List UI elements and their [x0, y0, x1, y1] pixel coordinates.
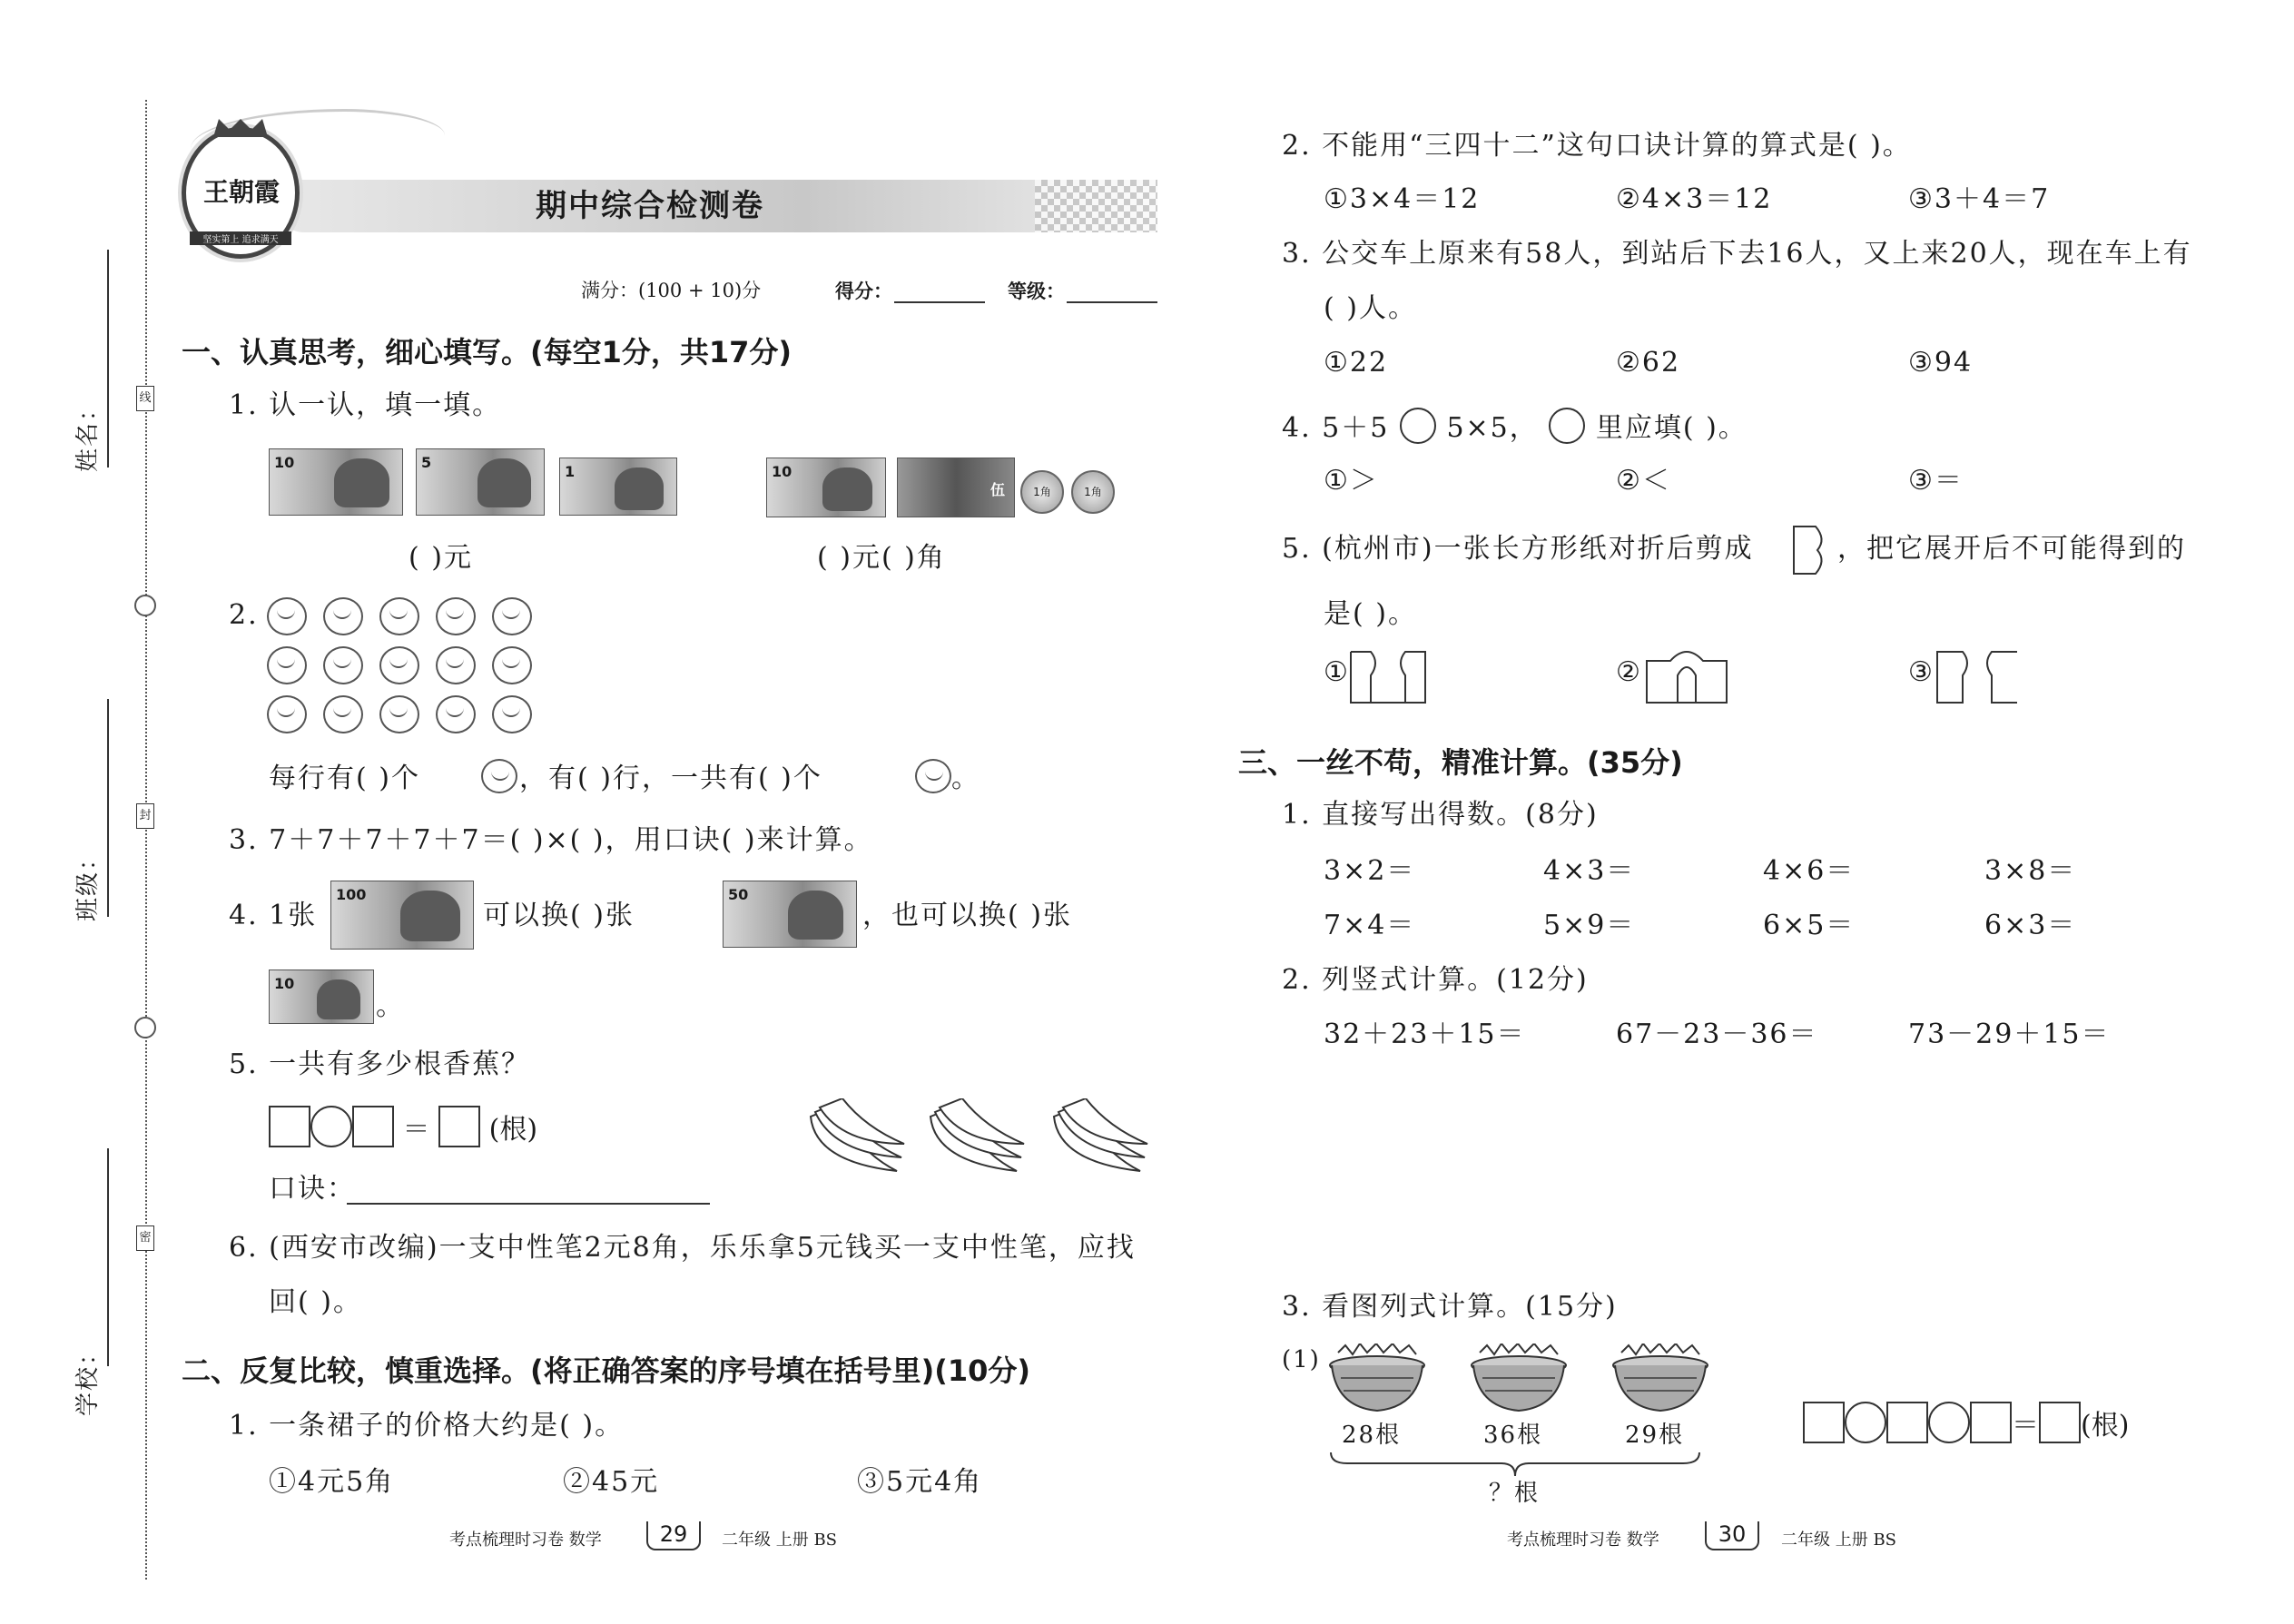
smiley-icon — [379, 695, 419, 733]
q2-2-option-1[interactable]: ①3×4＝12 — [1324, 183, 1481, 215]
section-2-title: 二、反复比较，慎重选择。(将正确答案的序号填在括号里)(10分) — [182, 1353, 1031, 1388]
q1-4-text-c[interactable]: ，也可以换( )张 — [862, 900, 1072, 931]
q3-1-item[interactable]: 6×5＝ — [1763, 910, 1856, 941]
q1-1-label: 1. 认一认，填一填。 — [229, 389, 502, 421]
q2-5-option-2[interactable]: ② — [1616, 656, 1642, 688]
smiley-icon — [267, 597, 307, 635]
checker-pattern — [1035, 180, 1157, 232]
banknote-10-yuan-b: 10 — [766, 458, 886, 517]
page-title: 期中综合检测卷 — [536, 188, 764, 224]
q1-5-equation[interactable]: ＝ (根) — [269, 1106, 537, 1147]
q1-1-blank-b[interactable]: ( )元( )角 — [817, 542, 946, 574]
side-cell-2: 封 — [136, 803, 154, 829]
q2-2-option-3[interactable]: ③3＋4＝7 — [1908, 183, 2051, 215]
q3-2-item[interactable]: 67－23－36＝ — [1616, 1019, 1818, 1050]
q1-5-koujue-label: 口诀： — [269, 1173, 356, 1205]
q1-3-text[interactable]: 3. 7＋7＋7＋7＋7＝( )×( )，用口诀( )来计算。 — [229, 824, 873, 856]
banana-bunch-icon — [1049, 1098, 1149, 1180]
q1-4-text-a: 4. 1张 — [229, 900, 318, 931]
q2-5-option-3[interactable]: ③ — [1908, 656, 1935, 688]
q1-2-text-c: 。 — [951, 763, 980, 794]
q2-3-option-1[interactable]: ①22 — [1324, 347, 1389, 379]
footer-right-page: 30 — [1705, 1521, 1759, 1550]
q3-1-item[interactable]: 5×9＝ — [1543, 910, 1636, 941]
side-cell-3: 密 — [136, 1225, 154, 1251]
smiley-icon — [436, 695, 476, 733]
banknote-10-yuan: 10 — [269, 448, 403, 516]
q3-1-item[interactable]: 4×6＝ — [1763, 855, 1856, 887]
q3-2-item[interactable]: 32＋23＋15＝ — [1324, 1019, 1526, 1050]
q1-2-text-a[interactable]: 每行有( )个 — [269, 763, 420, 794]
coin-1-jiao-b: 1角 — [1071, 470, 1115, 514]
coin-1-jiao: 1角 — [1020, 470, 1064, 514]
q3-1-item[interactable]: 3×8＝ — [1984, 855, 2077, 887]
q1-6-text2[interactable]: 回( )。 — [269, 1286, 362, 1318]
q2-2-option-2[interactable]: ②4×3＝12 — [1616, 183, 1773, 215]
crown-icon — [213, 119, 268, 137]
smiley-icon — [436, 646, 476, 684]
q3-2-item[interactable]: 73－29＋15＝ — [1908, 1019, 2111, 1050]
brand-logo — [182, 127, 300, 259]
q2-3-option-2[interactable]: ②62 — [1616, 347, 1681, 379]
q1-2-text-b[interactable]: ，有( )行，一共有( )个 — [519, 763, 822, 794]
smiley-icon — [323, 695, 363, 733]
q3-1-label: 1. 直接写出得数。(8分) — [1282, 799, 1599, 831]
score-label: 得分： — [835, 280, 892, 302]
footer-left-page: 29 — [646, 1521, 701, 1550]
q2-1-option-2[interactable]: ②45元 — [563, 1466, 660, 1498]
q1-5-koujue-field[interactable] — [347, 1203, 710, 1205]
smiley-icon — [492, 597, 532, 635]
binding-hole-icon — [134, 595, 156, 616]
footer-right-series: 考点梳理时习卷 数学 — [1507, 1530, 1659, 1550]
basket-label: 28根 — [1342, 1422, 1402, 1449]
footer-left-grade: 二年级 上册 BS — [722, 1530, 838, 1550]
basket-icon — [1610, 1343, 1710, 1416]
q2-5-text-b: ，把它展开后不可能得到的 — [1837, 533, 2186, 565]
banknote-5-yuan: 5 — [416, 448, 545, 516]
q3-1-item[interactable]: 6×3＝ — [1984, 910, 2077, 941]
q1-4-text-b[interactable]: 可以换( )张 — [483, 900, 635, 931]
total-label: ？根 — [1489, 1480, 1541, 1507]
q3-3-label: 3. 看图列式计算。(15分) — [1282, 1291, 1618, 1323]
banknote-10-yuan-c: 10 — [269, 969, 374, 1024]
q2-1-option-3[interactable]: ③5元4角 — [857, 1466, 983, 1498]
q2-5-text2[interactable]: 是( )。 — [1324, 598, 1417, 630]
smiley-icon — [267, 695, 307, 733]
banana-bunch-icon — [806, 1098, 906, 1180]
banknote-50-yuan: 50 — [723, 881, 857, 948]
shape-option-1-icon — [1349, 650, 1427, 704]
q2-5-text-a: 5. (杭州市)一张长方形纸对折后剪成 — [1282, 533, 1754, 565]
shape-option-2-icon — [1645, 650, 1728, 704]
q2-4-option-2[interactable]: ②＜ — [1616, 465, 1671, 497]
q3-1-item[interactable]: 7×4＝ — [1324, 910, 1416, 941]
basket-icon — [1327, 1343, 1427, 1416]
brand-motto: 坚实第上 追求满天 — [190, 231, 291, 245]
banknote-5-jiao: 伍 — [897, 458, 1015, 517]
smiley-icon — [323, 646, 363, 684]
smiley-icon — [379, 597, 419, 635]
q2-5-option-1[interactable]: ① — [1324, 656, 1350, 688]
binding-hole-icon — [134, 1017, 156, 1038]
q1-4-text-d: 。 — [376, 990, 405, 1022]
full-score: 满分：(100 + 10)分 — [581, 280, 762, 301]
brace-icon — [1329, 1451, 1701, 1478]
name-label: 姓名： — [74, 395, 102, 472]
grade-label: 等级： — [1008, 280, 1065, 302]
basket-label: 29根 — [1625, 1422, 1685, 1449]
compare-circle — [1400, 408, 1436, 444]
class-label: 班级： — [74, 844, 102, 921]
q3-3-sub: (1) — [1282, 1346, 1321, 1373]
compare-circle — [1549, 408, 1585, 444]
q2-4-option-1[interactable]: ①＞ — [1324, 465, 1379, 497]
score-field[interactable] — [894, 301, 985, 303]
q2-4-option-3[interactable]: ③＝ — [1908, 465, 1964, 497]
smiley-icon — [492, 695, 532, 733]
shape-option-3-icon — [1935, 650, 2019, 704]
section-3-title: 三、一丝不苟，精准计算。(35分) — [1238, 745, 1683, 780]
school-label: 学校： — [74, 1339, 102, 1416]
q3-1-item[interactable]: 4×3＝ — [1543, 855, 1636, 887]
q2-3-option-3[interactable]: ③94 — [1908, 347, 1974, 379]
smiley-icon — [915, 759, 951, 793]
q1-5-unit: (根) — [488, 1114, 538, 1146]
q2-3-text: 3. 公交车上原来有58人，到站后下去16人，又上来20人，现在车上有 — [1282, 238, 2192, 270]
footer-left-series: 考点梳理时习卷 数学 — [449, 1530, 602, 1550]
q2-2-text[interactable]: 2. 不能用“三四十二”这句口诀计算的算式是( )。 — [1282, 130, 1912, 162]
side-cell-1: 线 — [136, 386, 154, 411]
q1-5-label: 5. 一共有多少根香蕉？ — [229, 1048, 531, 1080]
grade-field[interactable] — [1067, 301, 1157, 303]
q3-1-item[interactable]: 3×2＝ — [1324, 855, 1416, 887]
q1-1-blank-a[interactable]: ( )元 — [409, 542, 473, 574]
smiley-icon — [267, 646, 307, 684]
basket-label: 36根 — [1483, 1422, 1543, 1449]
q1-2-label: 2. — [229, 599, 259, 631]
q2-3-text2[interactable]: ( )人。 — [1324, 292, 1417, 324]
banknote-1-yuan: 1 — [559, 458, 677, 516]
banknote-100-yuan: 100 — [330, 881, 474, 950]
basket-icon — [1469, 1343, 1569, 1416]
smiley-icon — [436, 597, 476, 635]
smiley-icon — [481, 759, 517, 793]
q3-3-equation[interactable]: ＝ (根) — [1803, 1402, 2129, 1443]
smiley-icon — [323, 597, 363, 635]
smiley-icon — [379, 646, 419, 684]
banana-bunch-icon — [926, 1098, 1026, 1180]
smiley-icon — [492, 646, 532, 684]
q3-2-label: 2. 列竖式计算。(12分) — [1282, 964, 1589, 996]
cut-paper-icon — [1790, 525, 1832, 576]
q2-1-text[interactable]: 1. 一条裙子的价格大约是( )。 — [229, 1410, 625, 1442]
footer-right-grade: 二年级 上册 BS — [1781, 1530, 1897, 1550]
q3-3-unit: (根) — [2081, 1410, 2130, 1442]
brand-name: 王朝霞 — [202, 177, 280, 207]
section-1-title: 一、认真思考，细心填写。(每空1分，共17分) — [182, 335, 793, 369]
q1-6-text: 6. (西安市改编)一支中性笔2元8角，乐乐拿5元钱买一支中性笔，应找 — [229, 1232, 1136, 1264]
q2-4-line[interactable]: 4. 5＋5 5×5， 里应填( )。 — [1282, 405, 1748, 445]
q2-1-option-1[interactable]: ①4元5角 — [269, 1466, 395, 1498]
